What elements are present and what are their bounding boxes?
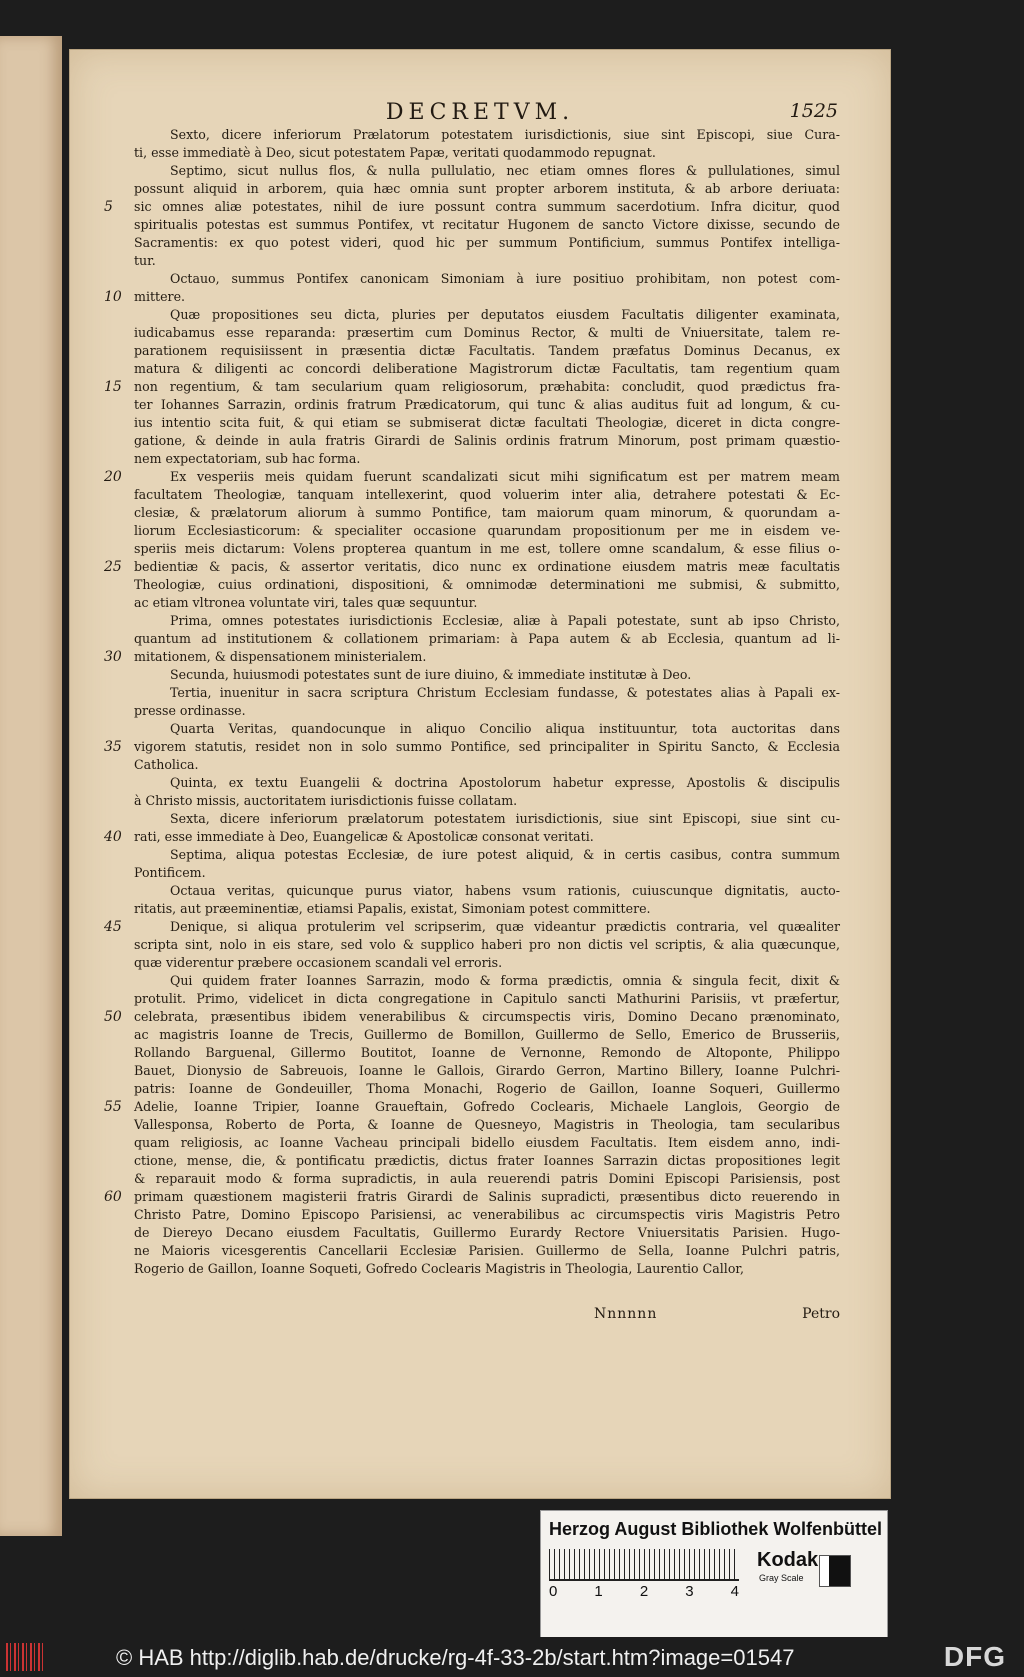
text-line (134, 630, 840, 648)
scale-number: 2 (639, 1583, 649, 1600)
text-line (104, 468, 840, 486)
library-name: Herzog August Bibliothek Wolfenbüttel (549, 1519, 882, 1539)
measurement-scale (549, 1549, 739, 1581)
viewer-footer (0, 1637, 1024, 1677)
kodak-logo: Kodak (757, 1549, 819, 1571)
line-text: speriis meis dictarum: Volens propterea quantum in me est, tollere omne scandalum, & esse filius o- (134, 541, 840, 556)
line-text: Denique, si aliqua protulerim vel scripserim, quæ videantur prædictis contraria, vel quæaliter (170, 919, 840, 934)
barcode-icon (6, 1643, 46, 1671)
line-text: parationem requisiissent in præsentia dictæ Facultatis. Tandem præfatus Dominus Decanus, ex (134, 343, 840, 358)
grayscale-label: Gray Scale (759, 1573, 804, 1583)
line-text: non regentium, & tam secularium quam religiosorum, præhabita: concludit, quod prædictus fra- (134, 379, 840, 394)
line-text: & reparauit modo & forma supradictis, in aula reuerendi patris Domini Episcopi Parisiensis, post (134, 1171, 840, 1186)
text-line (134, 1224, 840, 1242)
text-line (134, 936, 840, 954)
line-text: Prima, omnes potestates iurisdictionis Ecclesiæ, aliæ à Papali potestate, sunt ab ipso Christo, (170, 613, 840, 628)
gray-scale-patch (819, 1555, 851, 1587)
text-line (134, 306, 840, 324)
line-text: quam religiosis, ac Ioanne Vacheau principali bidello eiusdem Facultatis. Item eisdem anno, indi- (134, 1135, 840, 1150)
line-text: Octaua veritas, quicunque purus viator, habens vsum rationis, cuiuscunque dignitatis, aucto- (170, 883, 840, 898)
text-line (134, 576, 840, 594)
line-text: ac magistris Ioanne de Trecis, Guillermo de Bomillon, Guillermo de Sello, Emerico de Brusseriis, (134, 1027, 840, 1042)
line-text: Adelie, Ioanne Tripier, Ioanne Graueftain, Gofredo Coclearis, Michaele Langlois, Georgio de (134, 1099, 840, 1114)
facing-page-edge (0, 36, 62, 1536)
text-line (134, 252, 840, 270)
text-line (134, 972, 840, 990)
line-text: quantum ad institutionem & collationem primariam: à Papa autem & ab Ecclesia, quantum ad li- (134, 631, 840, 646)
text-line (104, 198, 840, 216)
text-line (134, 270, 840, 288)
text-block (104, 126, 840, 1278)
line-text: spiritualis potestas est summus Pontifex, vt recitatur Hugonem de sancto Victore dixisse, secundo de (134, 217, 840, 232)
line-text: Theologiæ, cuius ordinationi, dispositioni, & omnimodæ determinationi me submisi, & submitto, (134, 577, 840, 592)
text-line (134, 1152, 840, 1170)
text-line (134, 720, 840, 738)
line-text: mittere. (134, 289, 186, 304)
library-label (540, 1510, 888, 1646)
text-line (134, 756, 840, 774)
scale-number: 4 (730, 1583, 739, 1600)
text-line (104, 378, 840, 396)
line-text: Octauo, summus Pontifex canonicam Simoniam à iure positiuo prohibitam, non potest com- (170, 271, 840, 286)
text-line (104, 558, 840, 576)
line-number: 45 (104, 919, 122, 935)
page-number: 1525 (789, 100, 838, 122)
line-text: Christo Patre, Domino Episcopo Parisiensi, ac venerabilibus ac circumspectis viris Magistris Petro (134, 1207, 840, 1222)
text-line (134, 1134, 840, 1152)
text-line (134, 684, 840, 702)
line-text: primam quæstionem magisterii fratris Girardi de Salinis supradicti, præsentibus dicto reuerendo in (134, 1189, 840, 1204)
text-line (134, 792, 840, 810)
line-text: iudicabamus esse reparanda: præsertim cum Dominus Rector, & multi de Vniuersitate, talem re- (134, 325, 840, 340)
text-line (104, 738, 840, 756)
line-number: 20 (104, 469, 122, 485)
text-line (134, 540, 840, 558)
line-text: Qui quidem frater Ioannes Sarrazin, modo & forma prædictis, omnia & singula fecit, dixit & (170, 973, 840, 988)
line-text: ne Maioris vicesgerentis Cancellarii Ecclesiæ Parisien. Guillermo de Sella, Ioanne Pulchri patris, (134, 1243, 840, 1258)
scale-number: 3 (685, 1583, 694, 1600)
line-text: bedientiæ & pacis, & assertor veritatis, dico nunc ex ordinatione eiusdem matris meæ facultatis (134, 559, 840, 574)
line-text: Vallesponsa, Roberto de Porta, & Ioanne de Quesneyo, Magistris in Theologia, tam secularibus (134, 1117, 840, 1132)
line-number: 25 (104, 559, 122, 575)
text-line (134, 396, 840, 414)
line-text: nem expectatoriam, sub hac forma. (134, 451, 361, 466)
text-line (134, 324, 840, 342)
line-text: tur. (134, 253, 156, 268)
line-text: facultatem Theologiæ, tanquam intellexerint, quod voluerim inter alia, detrahere potestati & Ec- (134, 487, 840, 502)
line-number: 30 (104, 649, 122, 665)
text-line (134, 990, 840, 1008)
text-line (134, 594, 840, 612)
line-number: 50 (104, 1009, 122, 1025)
text-line (104, 1098, 840, 1116)
text-line (134, 810, 840, 828)
line-text: presse ordinasse. (134, 703, 246, 718)
line-text: Septimo, sicut nullus flos, & nulla pullulatio, nec etiam omnes flores & pullulationes, simul (170, 163, 840, 178)
text-line (134, 504, 840, 522)
line-text: Ex vesperiis meis quidam fuerunt scandalizati sicut mihi significatum est per matrem meam (170, 469, 840, 484)
text-line (134, 234, 840, 252)
text-line (134, 864, 840, 882)
line-text: mitationem, & dispensationem ministerialem. (134, 649, 427, 664)
text-line (104, 1008, 840, 1026)
text-line (134, 1044, 840, 1062)
text-line (134, 360, 840, 378)
text-line (134, 432, 840, 450)
line-text: Quinta, ex textu Euangelii & doctrina Apostolorum habetur expresse, Apostolis & discipulis (170, 775, 840, 790)
line-text: vigorem statutis, residet non in solo summo Pontifice, sed principaliter in Spiritu Sancto, & Ecclesia (134, 739, 840, 754)
line-number: 10 (104, 289, 122, 305)
line-text: patris: Ioanne de Gondeuiller, Thoma Monachi, Rogerio de Gaillon, Ioanne Soqueri, Guillermo (134, 1081, 840, 1096)
text-line (134, 1080, 840, 1098)
catchword: Petro (802, 1306, 840, 1322)
text-line (134, 1062, 840, 1080)
line-text: Sacramentis: ex quo potest videri, quod hic per summum Pontificium, summus Pontifex intelliga- (134, 235, 840, 250)
line-text: de Diereyo Decano eiusdem Facultatis, Guillermo Eurardy Rectore Vniuersitatis Parisien. Hugo- (134, 1225, 840, 1240)
line-number: 60 (104, 1189, 122, 1205)
line-text: ius intentio scita fuit, & qui etiam se submiserat dictæ facultati Theologiæ, diceret in dicta congre- (134, 415, 840, 430)
text-line (134, 486, 840, 504)
copyright-link[interactable]: © HAB http://diglib.hab.de/drucke/rg-4f-33-2b/start.htm?image=01547 (116, 1645, 795, 1670)
text-line (134, 180, 840, 198)
text-line (134, 954, 840, 972)
text-line (134, 450, 840, 468)
text-line (104, 648, 840, 666)
signature-mark: Nnnnnn (594, 1306, 658, 1322)
text-line (134, 612, 840, 630)
line-number: 35 (104, 739, 122, 755)
line-text: ti, esse immediatè à Deo, sicut potestatem Papæ, veritati quodammodo repugnat. (134, 145, 656, 160)
line-text: Sexta, dicere inferiorum prælatorum potestatem iurisdictionis, siue sint Episcopi, siue sint cu- (170, 811, 840, 826)
book-page (70, 50, 890, 1498)
dfg-logo: DFG (943, 1641, 1006, 1672)
line-text: possunt aliquid in arborem, quia hæc omnia sunt propter arborem instituta, & ab arbore deriuata: (134, 181, 840, 196)
line-text: Quæ propositiones seu dicta, pluries per deputatos eiusdem Facultatis diligenter examinata, (170, 307, 840, 322)
line-text: celebrata, præsentibus ibidem venerabilibus & circumspectis viris, Domino Decano prænominato, (134, 1009, 840, 1024)
scale-number: 1 (594, 1583, 603, 1600)
text-line (134, 1260, 840, 1278)
line-text: Tertia, inuenitur in sacra scriptura Christum Ecclesiam fundasse, & potestates alias à Papali ex- (170, 685, 840, 700)
line-text: liorum Ecclesiasticorum: & specialiter occasione quarundam propositionum per me in eisdem ve- (134, 523, 840, 538)
line-text: Pontificem. (134, 865, 206, 880)
line-text: Catholica. (134, 757, 199, 772)
text-line (134, 900, 840, 918)
line-text: protulit. Primo, videlicet in dicta congregatione in Capitulo sancti Mathurini Parisiis, vt præfertur, (134, 991, 840, 1006)
text-line (134, 522, 840, 540)
line-text: clesiæ, & prælatorum aliorum à summo Pontifice, tam maiorum quam minorum, & quorundam a- (134, 505, 840, 520)
line-text: Secunda, huiusmodi potestates sunt de iure diuino, & immediate institutæ à Deo. (170, 667, 692, 682)
line-text: à Christo missis, auctoritatem iurisdictionis fuisse collatam. (134, 793, 518, 808)
scale-number: 0 (549, 1583, 558, 1600)
text-line (104, 288, 840, 306)
text-line (134, 1170, 840, 1188)
text-line (134, 126, 840, 144)
line-text: matura & diligenti ac concordi deliberatione Magistrorum dictæ Facultatis, tam regentium quam (134, 361, 840, 376)
line-text: Rollando Barguenal, Gillermo Boutitot, Ioanne de Vernonne, Remondo de Altoponte, Philippo (134, 1045, 840, 1060)
text-line (104, 828, 840, 846)
text-line (134, 216, 840, 234)
line-text: rati, esse immediate à Deo, Euangelicæ & Apostolicæ consonat veritati. (134, 829, 594, 844)
line-text: ac etiam vltronea voluntate viri, tales quæ sequuntur. (134, 595, 478, 610)
running-head: DECRETVM. (385, 100, 575, 125)
text-line (104, 918, 840, 936)
text-line (134, 846, 840, 864)
text-line (134, 774, 840, 792)
line-number: 15 (104, 379, 122, 395)
line-text: ter Iohannes Sarrazin, ordinis fratrum Prædicatorum, qui tunc & alias auditus fuit ad longum, & cu- (134, 397, 840, 412)
line-number: 55 (104, 1099, 122, 1115)
line-text: gatione, & deinde in aula fratris Girardi de Salinis ordinis fratrum Minorum, post primam quæstio- (134, 433, 840, 448)
scale-numbers (549, 1583, 739, 1600)
line-text: Sexto, dicere inferiorum Prælatorum potestatem iurisdictionis, siue sint Episcopi, siue Cura- (170, 127, 840, 142)
page-footer-row (134, 1306, 840, 1326)
line-number: 40 (104, 829, 122, 845)
line-text: ritatis, aut præeminentiæ, etiamsi Papalis, existat, Simoniam potest committere. (134, 901, 651, 916)
text-line (134, 1206, 840, 1224)
text-line (134, 702, 840, 720)
line-text: Quarta Veritas, quandocunque in aliquo Concilio aliqua instituuntur, tota auctoritas dans (170, 721, 840, 736)
text-line (134, 144, 840, 162)
line-text: Rogerio de Gaillon, Ioanne Soqueti, Gofredo Coclearis Magistris in Theologia, Laurentio Callor, (134, 1261, 745, 1276)
line-text: Septima, aliqua potestas Ecclesiæ, de iure potest aliquid, & in certis casibus, contra summum (170, 847, 840, 862)
text-line (134, 414, 840, 432)
text-line (104, 1188, 840, 1206)
line-text: Bauet, Dionysio de Sabreuois, Ioanne le Gallois, Girardo Gerron, Martino Billery, Ioanne Pulchri- (134, 1063, 840, 1078)
text-line (134, 1116, 840, 1134)
text-line (134, 162, 840, 180)
text-line (134, 1242, 840, 1260)
text-line (134, 666, 840, 684)
text-line (134, 1026, 840, 1044)
line-text: quæ viderentur præbere occasionem scandali vel erroris. (134, 955, 503, 970)
text-line (134, 342, 840, 360)
text-line (134, 882, 840, 900)
line-text: sic omnes aliæ potestates, nihil de iure possunt contra summum sacerdotium. Infra dicitur, quod (134, 199, 840, 214)
line-number: 5 (104, 199, 113, 215)
line-text: ctione, mense, die, & pontificatu prædictis, dictus frater Ioannes Sarrazin dictas propositiones legit (134, 1153, 840, 1168)
line-text: scripta sint, nolo in eis stare, sed volo & supplico haberi pro non dictis vel scriptis, & alia quæcunque, (134, 937, 840, 952)
